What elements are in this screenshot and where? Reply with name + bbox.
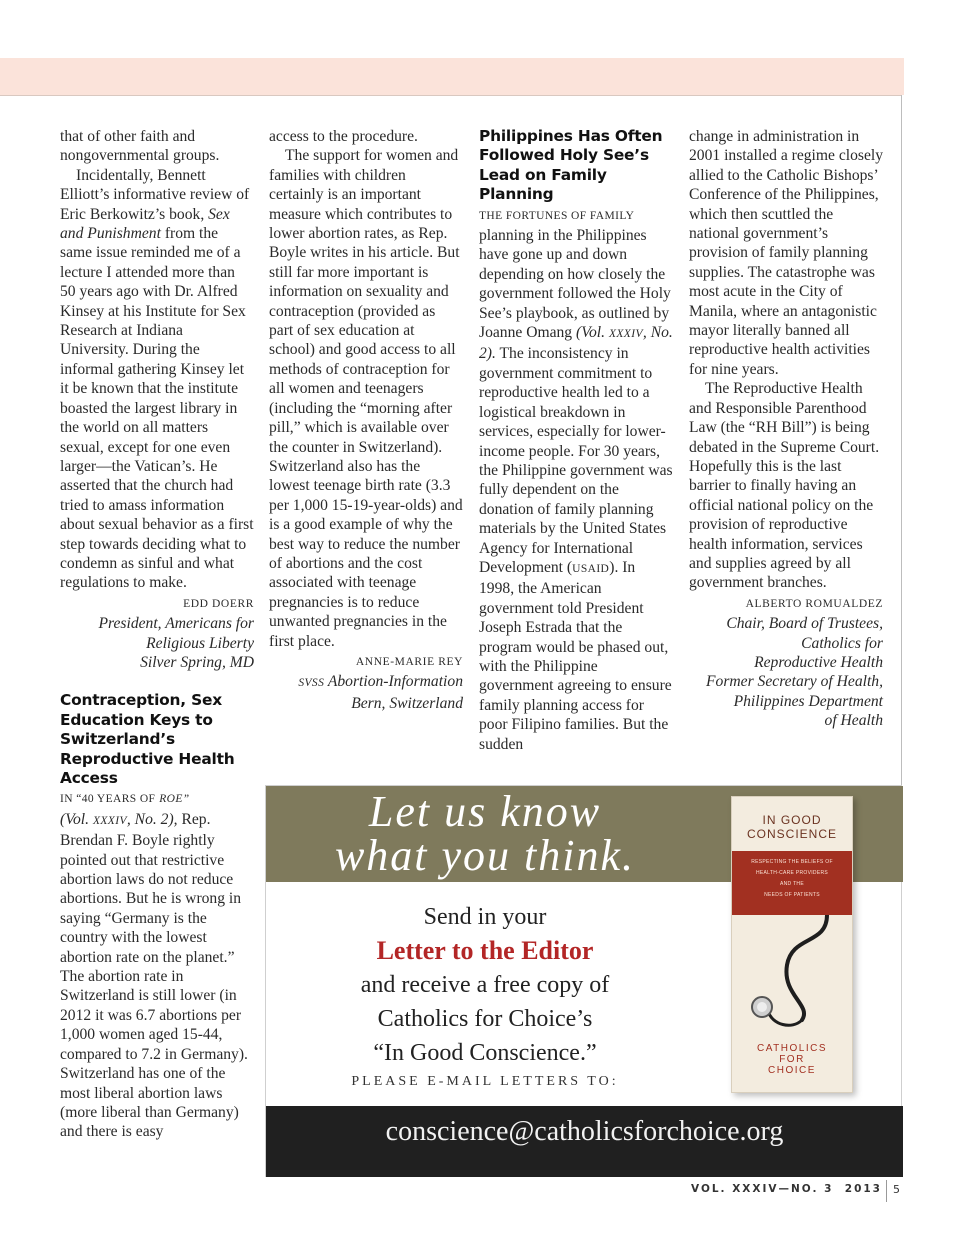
- signature-affiliation: Former Secretary of Health,: [706, 673, 883, 691]
- book-cover: [731, 796, 853, 1093]
- book-subtitle-line: HEALTH-CARE PROVIDERS: [755, 870, 829, 876]
- signature-affiliation: [269, 672, 463, 693]
- book-publisher-line: FOR: [779, 1054, 805, 1065]
- ad-body: [266, 900, 704, 1070]
- signature-affiliation: of Health: [824, 712, 883, 730]
- column-2: [269, 127, 463, 713]
- header-rule: [0, 95, 902, 96]
- lead-in: THE FORTUNES OF FAMILY: [479, 209, 635, 222]
- book-title: Sex and Punishment: [60, 205, 230, 243]
- ad-line: Send in your: [423, 904, 547, 930]
- column-4: [689, 127, 883, 731]
- ad-highlight: Letter to the Editor: [376, 936, 594, 965]
- book-publisher-line: CATHOLICS: [757, 1043, 827, 1054]
- book-subtitle-band: [732, 851, 852, 915]
- signature-name: ALBERTO ROMUALDEZ: [745, 597, 883, 610]
- stethoscope-icon: [732, 915, 852, 1035]
- signature-location: Silver Spring, MD: [140, 653, 254, 671]
- citation: XXXIV: [92, 814, 127, 827]
- text: SVSS: [298, 677, 325, 690]
- text: Rep. Brendan F. Boyle rightly pointed out that restrictive abortion laws do not reduce abortions. But he is wrong in saying “Germany is the country with the lowest abortion rate on the planet.” The abortion rate in Switzerland is still lower (in 2012 it was 6.7 abortions per 1,000 women aged 15-44, compared to 7.2 in Germany). Switzerland has one of the most liberal abortion laws (more liberal than Germany) and there is easy: [60, 810, 248, 1141]
- text: Incidentally, Bennett Elliott’s informative review of Eric Berkowitz’s book,: [60, 166, 250, 223]
- paragraph: The Reproductive Health and Responsible Parenthood Law (the “RH Bill”) is being debated in the Supreme Court. Hopefully this is the last barrier to finally having an official national policy on the provision of reproductive health information, services and supplies agreed by all government branches.: [689, 380, 880, 592]
- lead-in: ROE”: [159, 793, 190, 806]
- ad-headline-line: Let us know: [368, 787, 602, 836]
- letter-headline: Contraception, Sex Education Keys to Switzerland’s Reproductive Health Access: [60, 691, 235, 787]
- signature-affiliation: Philippines Department: [733, 692, 883, 710]
- citation: (Vol.: [60, 810, 90, 828]
- ad-headline-line: what you think.: [334, 831, 636, 880]
- citation: XXXIV: [608, 328, 643, 341]
- email-bar: [266, 1106, 903, 1177]
- ad-line: and receive a free copy of: [360, 972, 610, 998]
- citation: , No. 2).: [479, 324, 673, 363]
- book-publisher: [732, 1043, 852, 1076]
- ad-line: “In Good Conscience.”: [373, 1040, 597, 1066]
- paragraph: access to the procedure.: [269, 128, 418, 145]
- book-subtitle-line: NEEDS OF PATIENTS: [764, 892, 820, 898]
- text: Abortion-Information: [327, 673, 463, 691]
- email-label: PLEASE E-MAIL LETTERS TO:: [351, 1074, 619, 1089]
- signature-affiliation: President, Americans for: [98, 615, 254, 633]
- signature-location: Bern, Switzerland: [351, 694, 463, 712]
- paragraph: change in administration in 2001 installed a regime closely allied to the Catholic Bishops’ Conference of the Philippines, which then scuttled the national government’s provision of family planning supplies. The catastrophe was most acute in the City of Manila, where an antagonistic mayor literally banned all reproductive health activities for nine years.: [689, 128, 884, 378]
- signature-name: EDD DOERR: [183, 597, 254, 610]
- signature-affiliation: Reproductive Health: [754, 653, 883, 671]
- signature-affiliation: Chair, Board of Trustees,: [726, 615, 883, 633]
- text: planning in the Philippines have gone up and down depending on how closely the government followed the Holy See’s playbook, as outlined by Joanne Omang: [479, 227, 671, 342]
- acronym: USAID: [572, 562, 610, 575]
- citation: (Vol.: [576, 324, 606, 342]
- signature-affiliation: Religious Liberty: [146, 634, 254, 652]
- book-subtitle-line: AND THE: [780, 881, 804, 887]
- footer-divider: [886, 1180, 887, 1202]
- letters-advertisement: [265, 785, 902, 1177]
- paragraph: [479, 205, 673, 754]
- citation: , No. 2),: [126, 810, 178, 828]
- book-title-line: CONSCIENCE: [746, 827, 837, 841]
- letter-headline: Philippines Has Often Followed Holy See’s Lead on Family Planning: [479, 127, 663, 204]
- paragraph: that of other faith and nongovernmental groups.: [60, 128, 220, 165]
- ad-line: Catholics for Choice’s: [377, 1006, 593, 1032]
- header-band: [0, 58, 904, 95]
- paragraph: [60, 166, 254, 593]
- column-3: [479, 127, 673, 754]
- paragraph: [60, 788, 254, 1141]
- book-title: [732, 813, 852, 841]
- text: ). In 1998, the American government told President Joseph Estrada that the program would be phased out, with the Philippine government agreeing to ensure family planning access for poor Filipino families. But the sudden: [479, 558, 672, 753]
- page-number: 5: [893, 1183, 900, 1196]
- text: The inconsistency in government commitment to reproductive health led to a logistical breakdown in services, especially for lower-income people. For 30 years, the Philippine government was fully dependent on the donation of family planning materials by the United States Agency for International Development (: [479, 345, 673, 576]
- column-1: [60, 127, 254, 1142]
- book-subtitle-line: RESPECTING THE BELIEFS OF: [751, 859, 833, 865]
- email-link[interactable]: conscience@catholicsforchoice.org: [385, 1116, 784, 1147]
- signature-name: ANNE-MARIE REY: [355, 655, 463, 668]
- book-title-line: IN GOOD: [762, 813, 822, 827]
- issue-info: VOL. XXXIV—NO. 3 2013: [691, 1183, 882, 1195]
- book-publisher-line: CHOICE: [768, 1065, 816, 1076]
- text: from the same issue reminded me of a lecture I attended more than 50 years ago with Dr. Alfred Kinsey at his Institute for Sex Research at Indiana University. During the informal gathering Kinsey let it be known that the institute boasted the largest library in the world on all matters sexual, except for one even larger—the Vatican’s. He asserted that the church had tried to amass information about sexual behavior as a first step towards deciding what to condemn as sinful and what regulations to make.: [60, 225, 254, 592]
- ad-headline: [266, 787, 704, 880]
- paragraph: The support for women and families with children certainly is an important measure which contributes to lower abortion rates, as Rep. Boyle writes in his article. But still far more important is information on sexuality and contraception (provided as part of sex education at school) and good access to all methods of contraception for all women and teenagers (including the “morning after pill,” which is available over the counter in Switzerland). Switzerland also has the lowest teenage birth rate (3.3 per 1,000 15-19-year-olds) and is a good example of why the best way to reduce the number of abortions and the cost associated with teenage pregnancies is to reduce unwanted pregnancies in the first place.: [269, 147, 463, 650]
- book-subtitle: [736, 857, 848, 901]
- lead-in: IN “40 YEARS OF: [60, 793, 156, 806]
- signature-affiliation: Catholics for: [801, 634, 883, 652]
